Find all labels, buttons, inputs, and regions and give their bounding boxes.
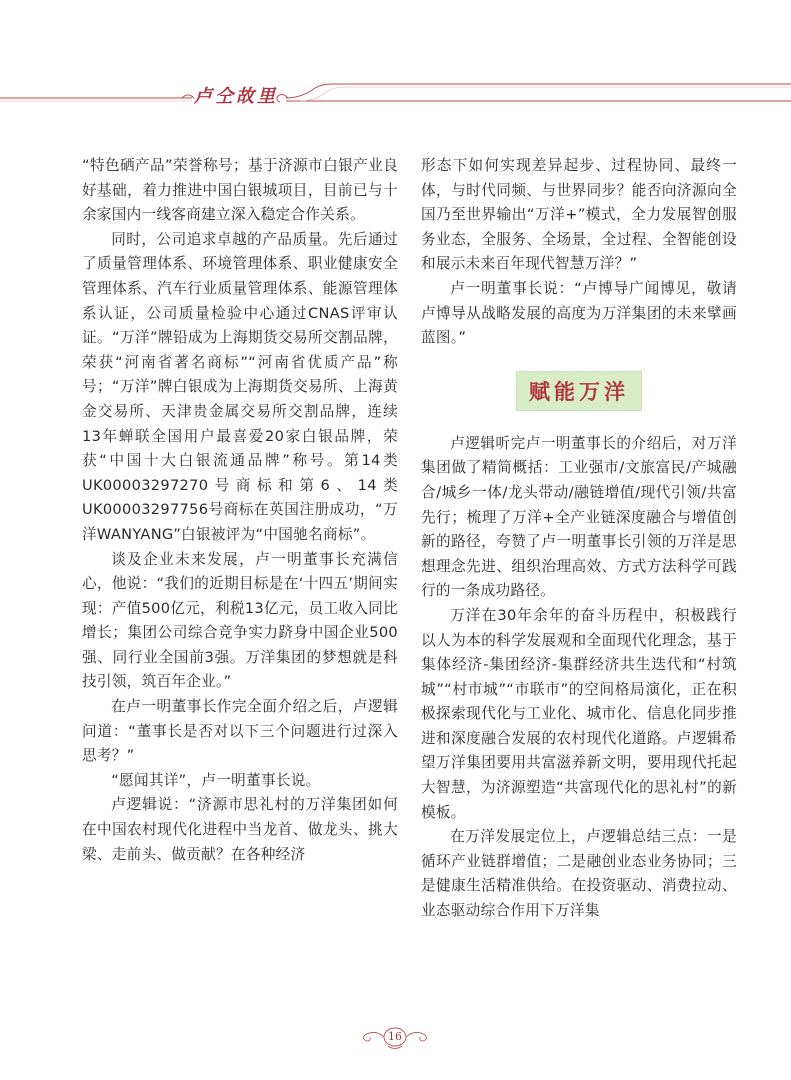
paragraph: 形态下如何实现差异起步、过程协同、最终一体，与时代同频、与世界同步？能否向济源向全国乃至世界输出“万洋+”模式，全力发展智创服务业态，全服务、全场景，全过程、全智能创设和展示未来百年现代智慧万洋？” bbox=[421, 157, 737, 273]
paragraph: 同时，公司追求卓越的产品质量。先后通过了质量管理体系、环境管理体系、职业健康安全管理体系、汽车行业质量管理体系、能源管理体系认证，公司质量检验中心通过CNAS评审认证。“万洋”牌铅成为上海期货交易所交割品牌，荣获“河南省著名商标”“河南省优质产品”称号；“万洋”牌白银成为上海期货交易所、上海黄金交易所、天津贵金属交易所交割品牌，连续13年蝉联全国用户最喜爱20家白银品牌，荣获“中国十大白银流通品牌”称号。第14类UK00003297270号商标和第6、14类UK00003297756号商标在英国注册成功，“万洋WANYANG”白银被评为“中国驰名商标”。 bbox=[82, 230, 398, 543]
header-ornament bbox=[0, 0, 791, 130]
section-heading-box bbox=[516, 371, 642, 411]
section-heading: 赋能万洋 bbox=[529, 379, 629, 404]
paragraph: 在卢一明董事长作完全面介绍之后，卢逻辑问道：“董事长是否对以下三个问题进行过深入思考？” bbox=[82, 698, 398, 765]
paragraph: 在万洋发展定位上，卢逻辑总结三点：一是循环产业链群增值；二是融创业态业务协同；三是健康生活精准供给。在投资驱动、消费拉动、业态驱动综合作用下万洋集 bbox=[421, 828, 737, 920]
paragraph: 谈及企业未来发展，卢一明董事长充满信心，他说：“我们的近期目标是在‘十四五’期间实现：产值500亿元，利税13亿元，员工收入同比增长；集团公司综合竞争实力跻身中国企业500强、同行业全国前3强。万洋集团的梦想就是科技引领，筑百年企业。” bbox=[82, 550, 399, 691]
header-title: 卢仝故里 bbox=[194, 86, 278, 107]
page-number: 16 bbox=[388, 1030, 402, 1043]
paragraph: “愿闻其详”，卢一明董事长说。 bbox=[111, 771, 321, 789]
paragraph: 万洋在30年余年的奋斗历程中，积极践行以人为本的科学发展观和全面现代化理念，基于集体经济-集团经济-集群经济共生迭代和“村筑城”“村市城”“市联市”的空间格局演化，正在积极探索现代化与工业化、城市化、信息化同步推进和深度融合发展的农村现代化道路。卢逻辑希望万洋集团要用共富滋养新文明，要用现代托起大智慧，为济源塑造“共富现代化的思礼村”的新模板。 bbox=[421, 606, 737, 821]
paragraph: 卢逻辑听完卢一明董事长的介绍后，对万洋集团做了精简概括：工业强市/文旅富民/产城融合/城乡一体/龙头带动/融链增值/现代引领/共富先行；梳理了万洋+全产业链深度融合与增值创新的路径，夸赞了卢一明董事长引领的万洋是思想理念先进、组织治理高效、方式方法科学可践行的一条成功路径。 bbox=[421, 434, 737, 600]
page-header bbox=[0, 0, 791, 130]
paragraph: “特色硒产品”荣誉称号；基于济源市白银产业良好基础，着力推进中国白银城项目，目前已与十余家国内一线客商建立深入稳定合作关系。 bbox=[82, 157, 398, 224]
page-number-ornament bbox=[355, 1023, 435, 1053]
right-column bbox=[421, 154, 737, 924]
paragraph: 卢逻辑说：“济源市思礼村的万洋集团如何在中国农村现代化进程中当龙首、做龙头、挑大梁、走前头、做贡献？在各种经济 bbox=[82, 796, 398, 863]
left-column bbox=[82, 154, 398, 867]
paragraph: 卢一明董事长说：“卢博导广闻博见，敬请卢博导从战略发展的高度为万洋集团的未来擘画蓝图。” bbox=[421, 279, 737, 347]
